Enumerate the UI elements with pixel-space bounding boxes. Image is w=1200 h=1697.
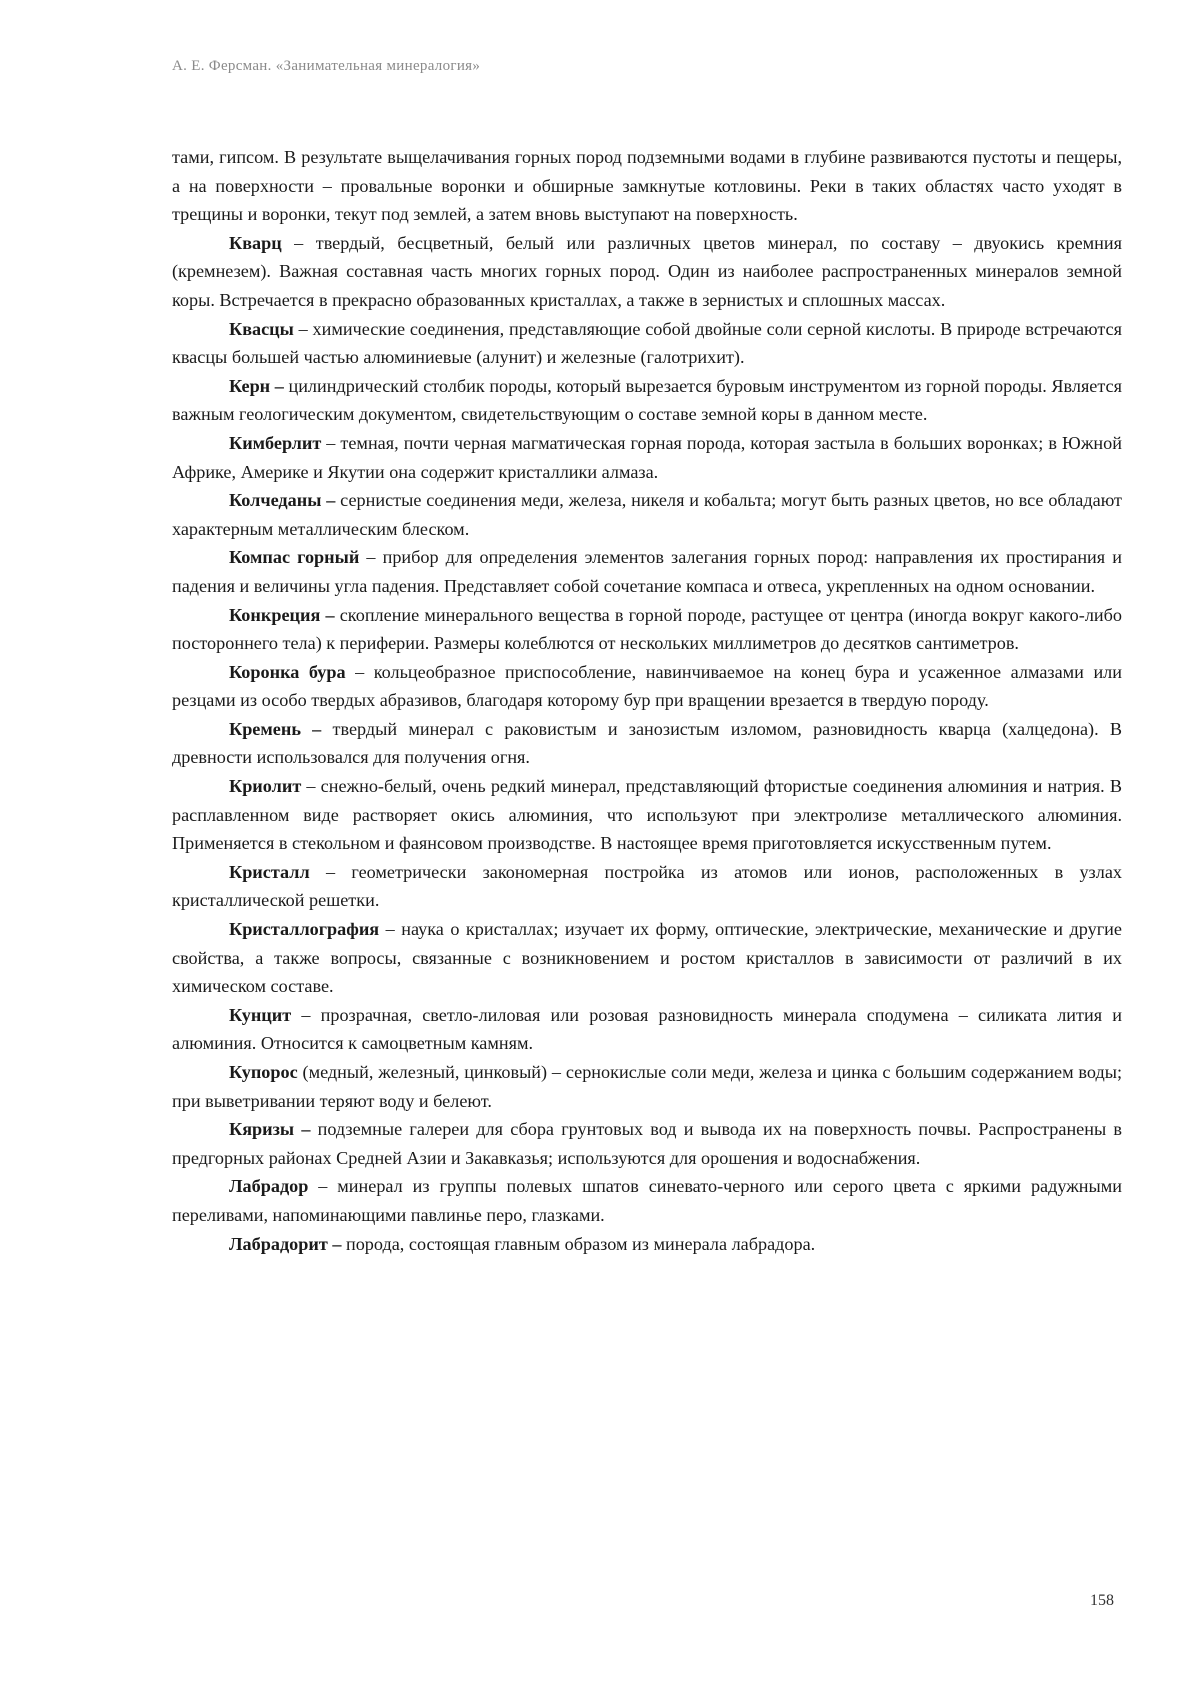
- glossary-definition: – темная, почти черная магматическая горная порода, которая застыла в больших воронках; в Южной Африке, Америке и Якутии она содержит кристаллики алмаза.: [172, 432, 1122, 482]
- glossary-term: Колчеданы –: [229, 490, 336, 511]
- glossary-entry: [172, 429, 1122, 486]
- glossary-entry: [172, 315, 1122, 372]
- glossary-entry: [172, 1058, 1122, 1115]
- glossary-definition: – снежно-белый, очень редкий минерал, представляющий фтористые соединения алюминия и натрия. В расплавленном виде растворяет окись алюминия, что используют при электролизе металлического алюминия. Применяется в стекольном и фаянсовом производстве. В настоящее время приготовляется искусственным путем.: [172, 776, 1122, 854]
- glossary-entry: [172, 486, 1122, 543]
- glossary-entry: [172, 1115, 1122, 1172]
- glossary-definition: цилиндрический столбик породы, который вырезается буровым инструментом из горной породы. Является важным геологическим документом, свидетельствующим о составе земной коры в данном месте.: [172, 375, 1122, 425]
- glossary-entry: [172, 1001, 1122, 1058]
- glossary-term: Конкреция –: [229, 604, 335, 625]
- glossary-entry: [172, 772, 1122, 858]
- glossary-term: Кристаллография: [229, 919, 380, 940]
- glossary-definition: порода, состоящая главным образом из минерала лабрадора.: [341, 1233, 816, 1254]
- glossary-term: Лабрадор: [229, 1176, 309, 1197]
- glossary-entry: [172, 601, 1122, 658]
- glossary-definition: – геометрически закономерная постройка из атомов или ионов, расположенных в узлах кристаллической решетки.: [172, 861, 1122, 911]
- glossary-term: Кристалл: [229, 861, 310, 882]
- glossary-definition: скопление минерального вещества в горной породе, растущее от центра (иногда вокруг какого-либо постороннего тела) к периферии. Размеры колеблются от нескольких миллиметров до десятков сантиметров.: [172, 604, 1122, 654]
- glossary-entries: [172, 229, 1122, 1258]
- glossary-definition: сернистые соединения меди, железа, никеля и кобальта; могут быть разных цветов, но все обладают характерным металлическим блеском.: [172, 490, 1122, 539]
- glossary-definition: (медный, железный, цинковый) – сернокислые соли меди, железа и цинка с большим содержанием воды; при выветривании теряют воду и белеют.: [172, 1062, 1122, 1111]
- continuation-paragraph: тами, гипсом. В результате выщелачивания горных пород подземными водами в глубине развиваются пустоты и пещеры, а на поверхности – провальные воронки и обширные замкнутые котловины. Реки в таких областях часто уходят в трещины и воронки, текут под землей, а затем вновь выступают на поверхность.: [172, 147, 1122, 225]
- glossary-term: Кимберлит: [229, 432, 322, 453]
- glossary-term: Квасцы: [229, 318, 294, 339]
- glossary-term: Компас горный: [229, 547, 360, 568]
- glossary-term: Коронка бура: [229, 661, 346, 682]
- glossary-definition: – твердый, бесцветный, белый или различных цветов минерал, по составу – двуокись кремния (кремнезем). Важная составная часть многих горных пород. Один из наиболее распространенных минералов земной коры. Встречается в прекрасно образованных кристаллах, а также в зернистых и сплошных массах.: [172, 232, 1122, 310]
- glossary-entry: [172, 1230, 1122, 1259]
- glossary-term: Купорос: [229, 1062, 298, 1082]
- glossary-entry: [172, 658, 1122, 715]
- glossary-definition: – прозрачная, светло-лиловая или розовая разновидность минерала сподумена – силиката лития и алюминия. Относится к самоцветным камням.: [172, 1004, 1122, 1054]
- glossary-entry: [172, 543, 1122, 600]
- glossary-body: [172, 143, 1122, 1258]
- glossary-term: Криолит: [229, 776, 302, 797]
- glossary-entry: [172, 915, 1122, 1001]
- glossary-entry: [172, 858, 1122, 915]
- glossary-term: Кунцит: [229, 1004, 292, 1025]
- glossary-entry: [172, 229, 1122, 315]
- glossary-definition: подземные галереи для сбора грунтовых вод и вывода их на поверхность почвы. Распространены в предгорных районах Средней Азии и Закавказья; используются для орошения и водоснабжения.: [172, 1119, 1122, 1168]
- glossary-definition: – кольцеобразное приспособление, навинчиваемое на конец бура и усаженное алмазами или резцами из особо твердых абразивов, благодаря которому бур при вращении врезается в твердую породу.: [172, 661, 1122, 711]
- glossary-definition: – прибор для определения элементов залегания горных пород: направления их простирания и падения и величины угла падения. Представляет собой сочетание компаса и отвеса, укрепленных на одном основании.: [172, 547, 1122, 596]
- glossary-term: Кремень –: [229, 718, 322, 739]
- glossary-entry: [172, 372, 1122, 429]
- glossary-entry: [172, 1172, 1122, 1229]
- page-number: 158: [1090, 1592, 1114, 1609]
- glossary-definition: твердый минерал с раковистым и занозистым изломом, разновидность кварца (халцедона). В древности использовался для получения огня.: [172, 718, 1122, 768]
- glossary-definition: – наука о кристаллах; изучает их форму, оптические, электрические, механические и другие свойства, а также вопросы, связанные с возникновением и ростом кристаллов в зависимости от различий в их химическом составе.: [172, 919, 1122, 997]
- glossary-entry: [172, 715, 1122, 772]
- glossary-definition: – минерал из группы полевых шпатов синевато-черного или серого цвета с яркими радужными переливами, напоминающими павлинье перо, глазками.: [172, 1176, 1122, 1225]
- glossary-term: Лабрадорит –: [229, 1233, 342, 1254]
- glossary-term: Кварц: [229, 232, 282, 253]
- glossary-term: Кяризы –: [229, 1119, 311, 1140]
- running-header: А. Е. Ферсман. «Занимательная минералогия»: [172, 58, 481, 74]
- glossary-term: Керн –: [229, 375, 284, 396]
- glossary-definition: – химические соединения, представляющие собой двойные соли серной кислоты. В природе встречаются квасцы большей частью алюминиевые (алунит) и железные (галотрихит).: [172, 318, 1122, 368]
